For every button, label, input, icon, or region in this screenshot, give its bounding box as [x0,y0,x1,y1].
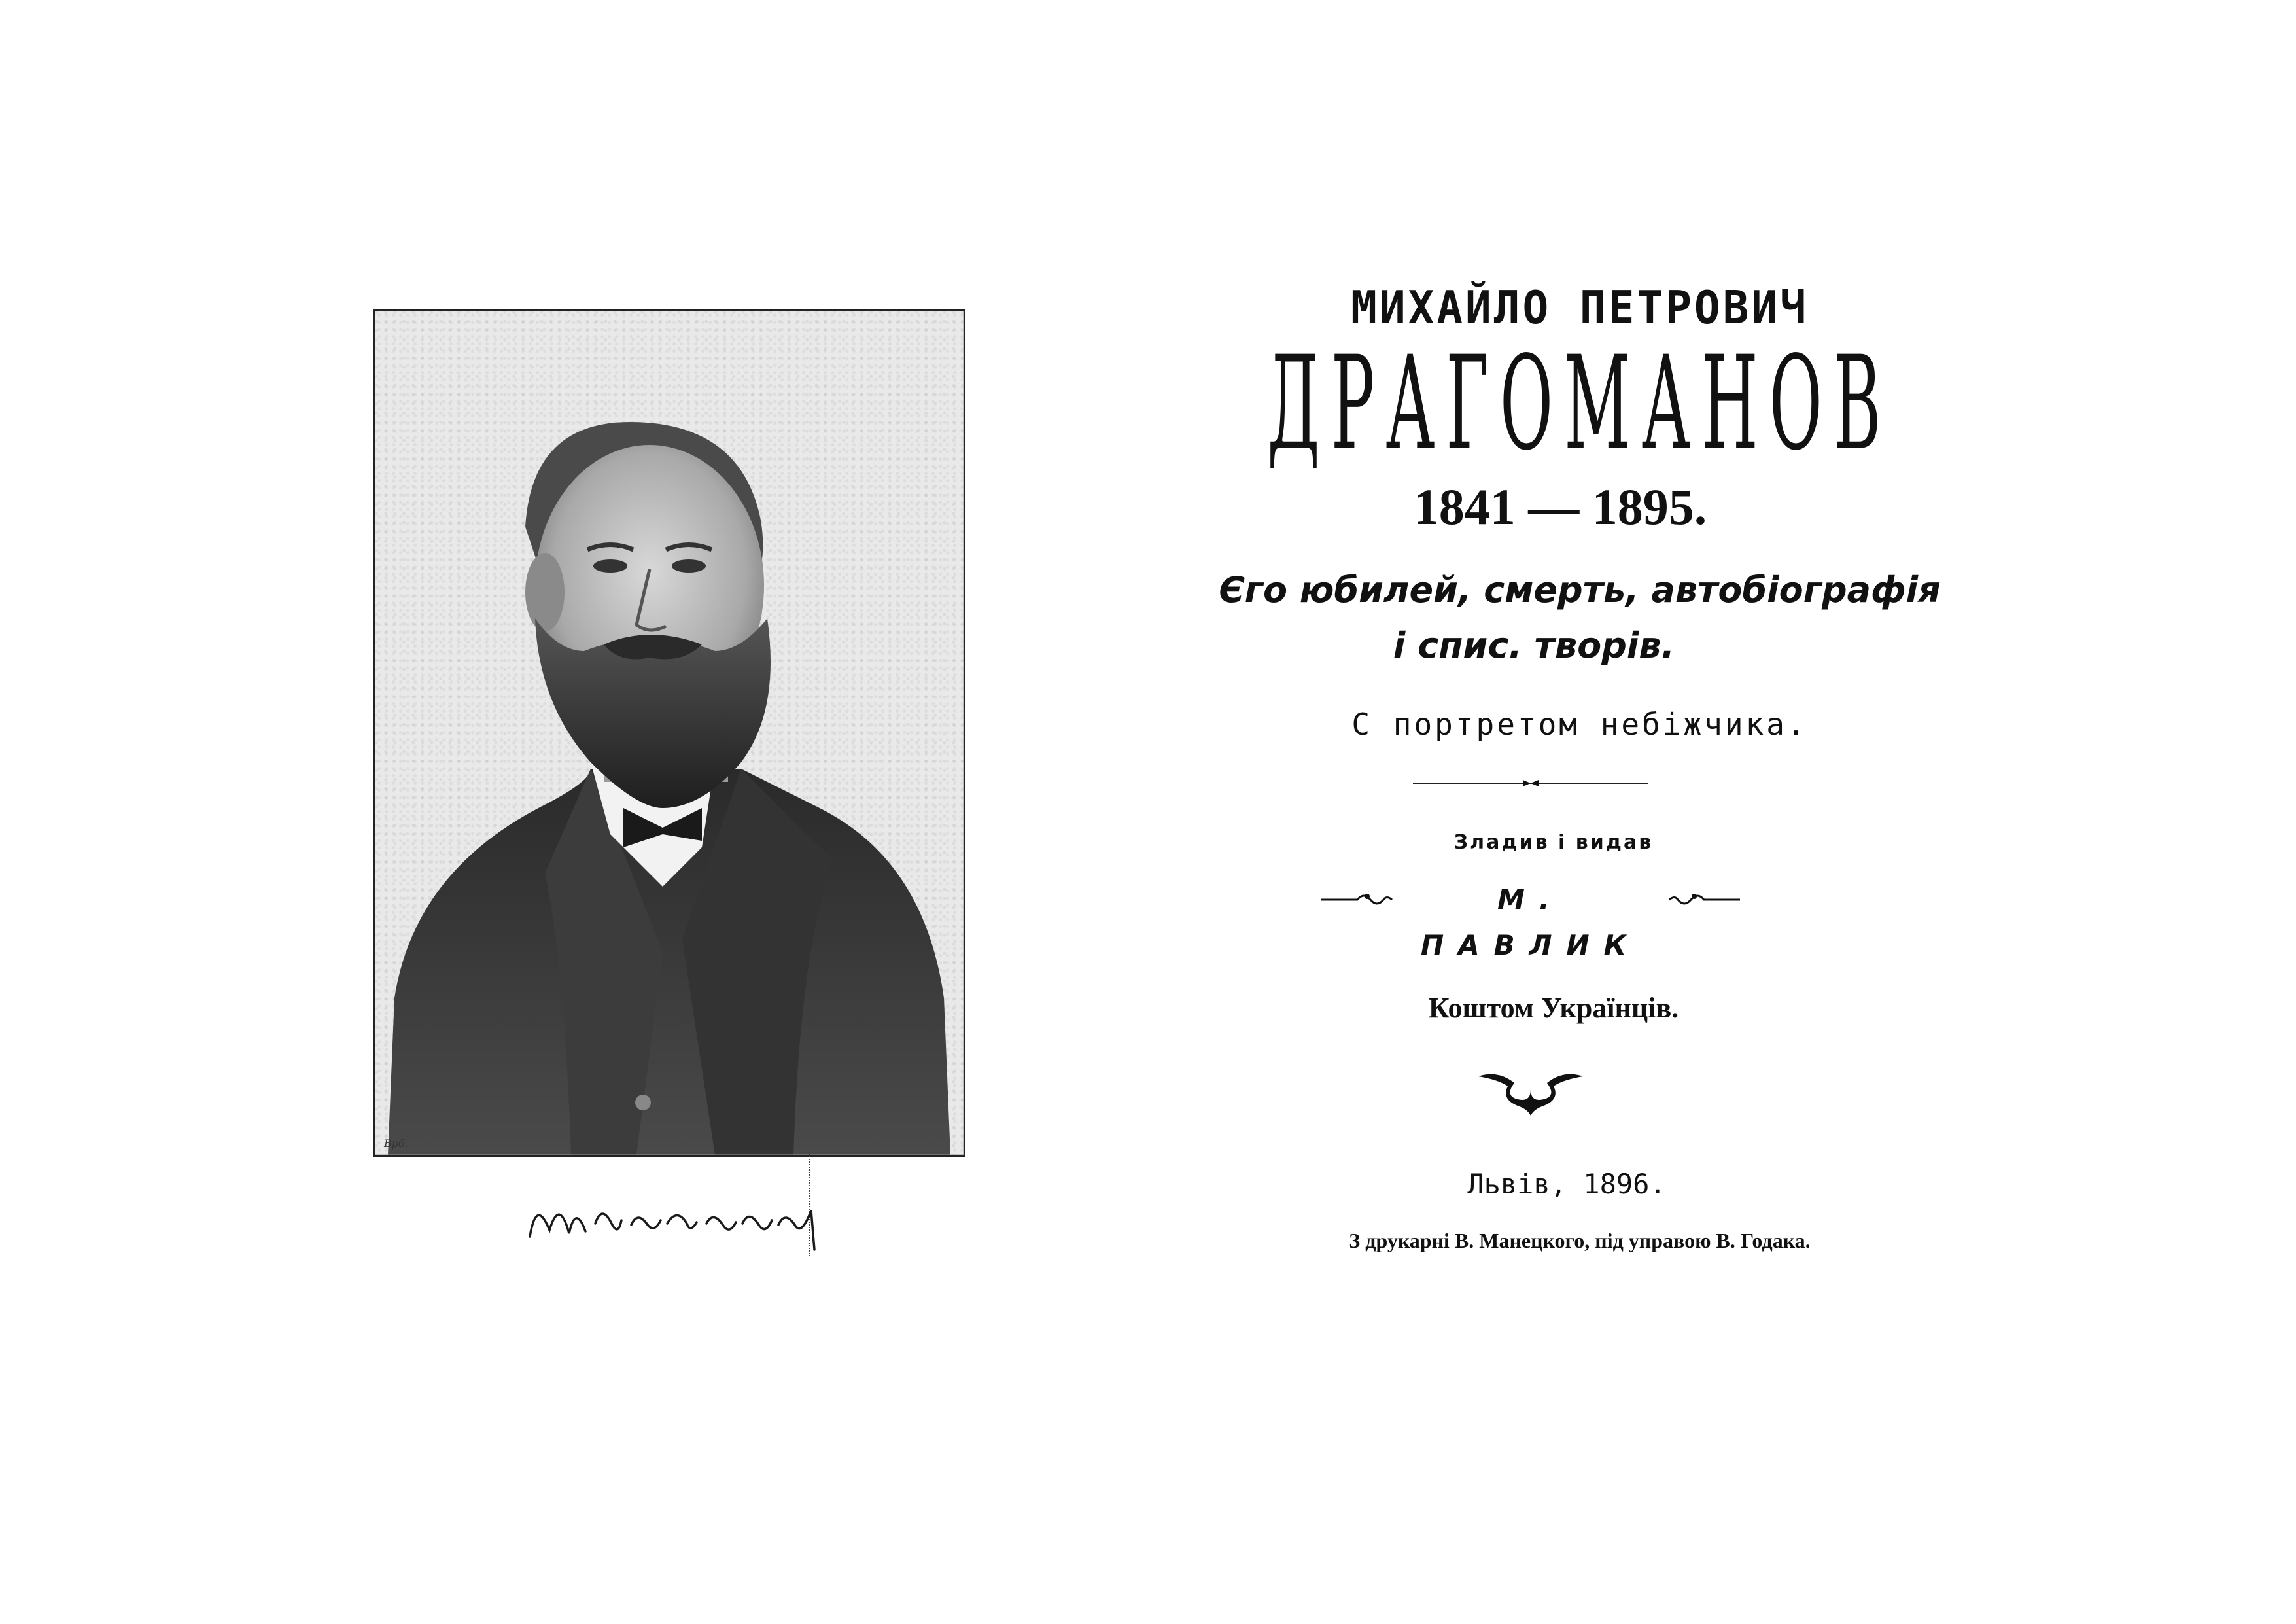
flourish-right-icon [1668,889,1740,911]
divider-rule [1413,779,1648,788]
signature-drawing [523,1184,824,1256]
life-years: 1841 — 1895. [1413,478,1707,535]
author-first-names: МИХАЙЛО ПЕТРОВИЧ [1351,281,1809,334]
flourish-left-icon [1321,889,1393,911]
compiler-name: М. ПАВЛИК [1420,883,1641,961]
subtitle-line-2: і спис. творів. [1393,625,1675,666]
portrait-note: С портретом небіжчика. [1351,707,1808,742]
author-signature [523,1184,824,1256]
portrait-illustration [375,311,964,1155]
ornament-icon [1478,1063,1583,1116]
funding-note: Коштом Українців. [1428,992,1679,1024]
compiled-by-label: Зладив і видав [1453,831,1654,854]
imprint-place-year: Львів, 1896. [1467,1168,1666,1200]
printer-note: З друкарні В. Манецкого, під управою В. Годака. [1349,1229,1811,1252]
subtitle-line-1: Єго юбилей, смерть, автобіографія [1219,569,1941,610]
engraver-mark: Врб. [384,1137,408,1150]
compiler-row [1321,877,1740,961]
author-surname: ДРАГОМАНОВ [1267,328,1892,479]
portrait-engraving [373,309,965,1157]
